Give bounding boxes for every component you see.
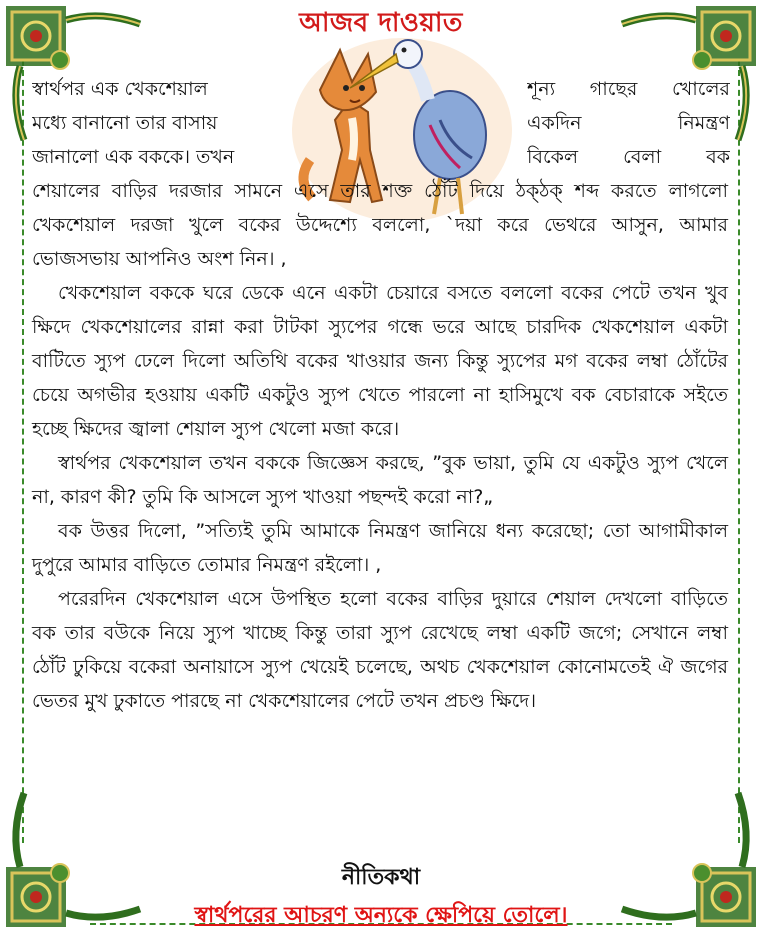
intro-word: নিমন্ত্রণ [677,112,730,134]
intro-word: বক [706,146,730,168]
story-paragraph: পরেরদিন খেকশেয়াল এসে উপস্থিত হলো বকের বাড়ির দুয়ারে শেয়াল দেখলো বাড়িতে বক তার বউকে নিয়ে স্যুপ খাচ্ছে কিন্তু তারা স্যুপ রেখেছে লম্বা একটি জগে; সেখানে লম্বা ঠোঁট ঢুকিয়ে বকেরা অনায়াসে স্যুপ খেয়েই চলেছে, অথচ খেকশেয়াল কোনোমতেই ঐ জগের ভেতর মুখ ঢুকাতে পারছে না খেকশেয়ালের পেটে তখন প্রচণ্ড ক্ষিদে। [32,588,728,712]
story-paragraph: শেয়ালের বাড়ির দরজার সামনে এসে তার শক্ত ঠোঁট দিয়ে ঠক্‌ঠক্ শব্দ করতে লাগলো খেকশেয়াল দরজা খুলে বকের উদ্দেশ্যে বললো, `দয়া করে ভেথরে আসুন, আমার ভোজসভায় আপনিও অংশ নিন। , [32,180,728,270]
story-paragraph: স্বার্থপর খেকশেয়াল তখন বককে জিজ্ঞেস করছে, ”বুক ভায়া, তুমি যে একটুও স্যুপ খেলে না, কারণ কী? তুমি কি আসলে স্যুপ খাওয়া পছন্দই করো না?„ [32,452,728,508]
intro-word: বিকেল [527,146,579,168]
story-body [32,174,728,718]
story-paragraph: খেকশেয়াল বককে ঘরে ডেকে এনে একটা চেয়ারে বসতে বললো বকের পেটে তখন খুব ক্ষিদে খেকশেয়ালের রান্না করা টাটকা স্যুপের গন্ধে ভরে আছে চারদিক খেকশেয়াল একটা বাটিতে স্যুপ ঢেলে দিলো অতিথি বকের খাওয়ার জন্য কিন্তু স্যুপের মগ বকের লম্বা ঠোঁটের চেয়ে অগভীর হওয়ায় একটি একটুও স্যুপ খেতে পারলো না হাসিমুখে বক বেচারাকে সইতে হচ্ছে ক্ষিদের জ্বালা শেয়াল স্যুপ খেলো মজা করে। [32,282,728,440]
right-border [738,60,740,843]
intro-left-line: জানালো এক বককে। তখন [32,146,235,168]
intro-word: শূন্য [527,78,556,100]
intro-right-line [527,106,730,140]
intro-left-text [32,72,287,174]
intro-left-line: স্বার্থপর এক খেকশেয়াল [32,78,208,100]
moral-label: নীতিকথা [341,865,421,890]
intro-right-line [527,140,730,174]
intro-word: খোলের [672,78,730,100]
story-paragraph: বক উত্তর দিলো, ”সত্যিই তুমি আমাকে নিমন্ত্রণ জানিয়ে ধন্য করেছো; তো আগামীকাল দুপুরে আমার বাড়িতে তোমার নিমন্ত্রণ রইলো। , [32,520,728,576]
intro-right-line [527,72,730,106]
intro-left-line: মধ্যে বানানো তার বাসায় [32,112,218,134]
left-border [22,60,24,843]
intro-word: একদিন [527,112,582,134]
story-title: আজব দাওয়াত [299,8,463,38]
intro-right-text [527,72,730,174]
moral-text: স্বার্থপরের আচরণ অন্যকে ক্ষেপিয়ে তোলে। [194,903,568,928]
intro-word: বেলা [623,146,662,168]
intro-word: গাছের [589,78,638,100]
